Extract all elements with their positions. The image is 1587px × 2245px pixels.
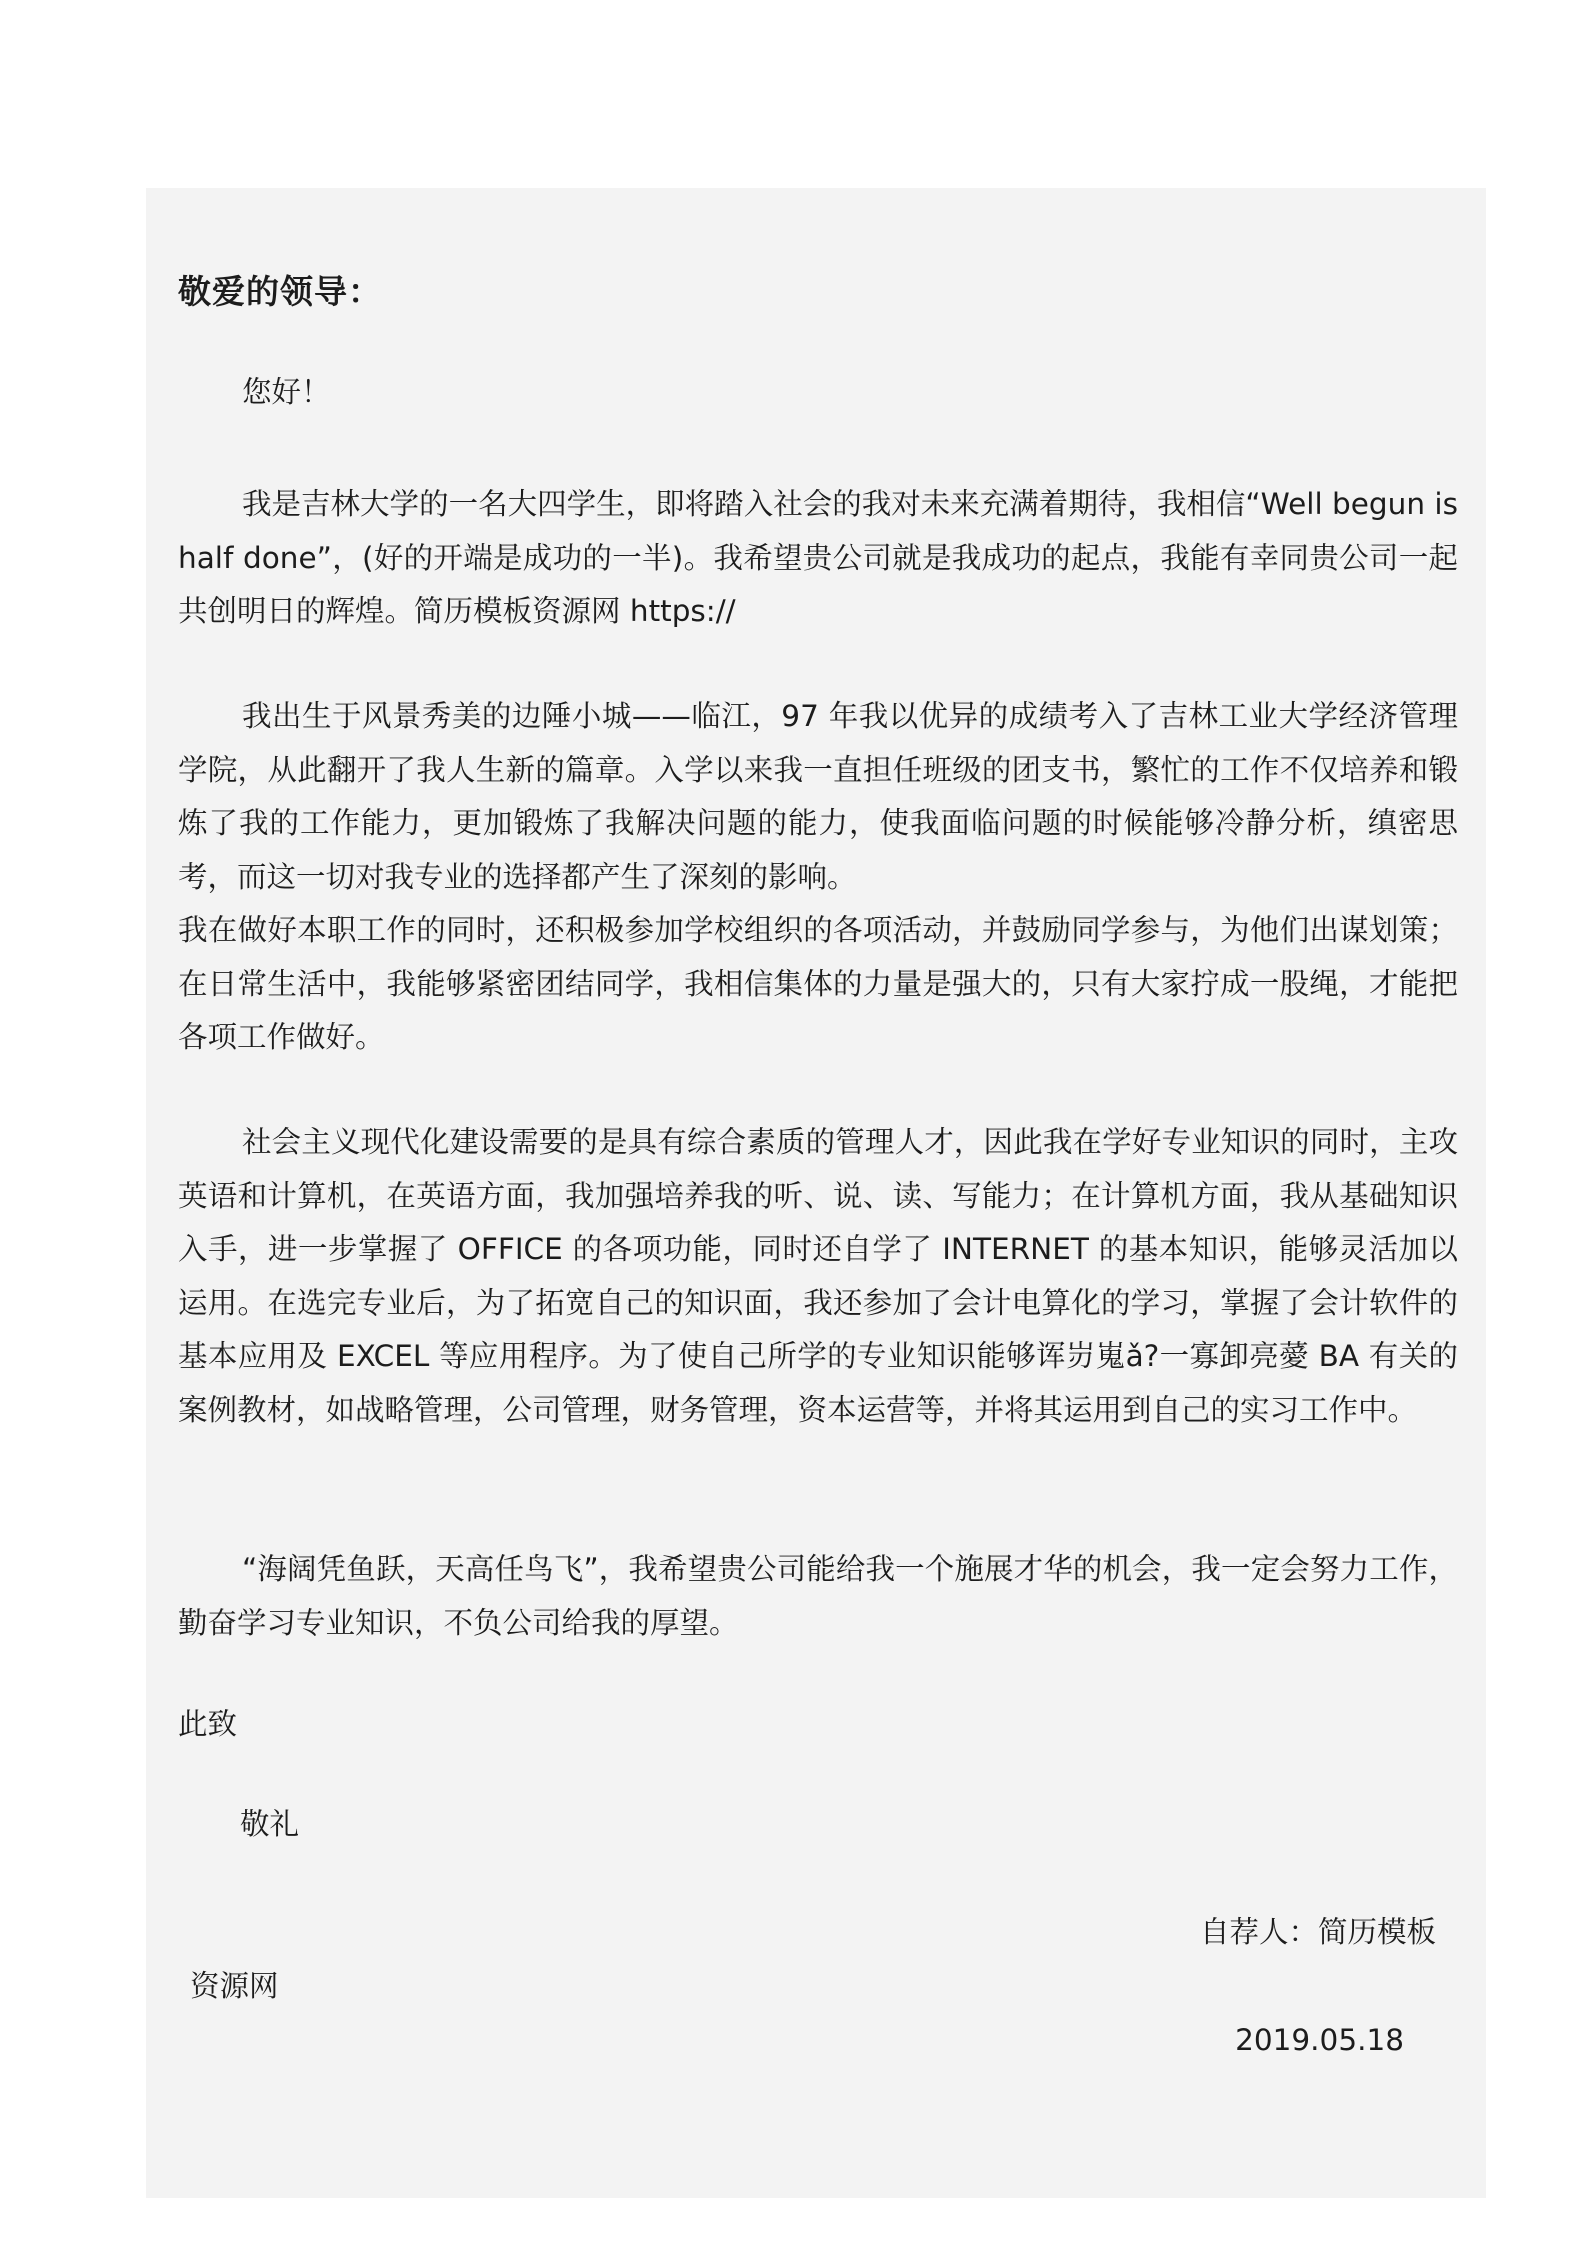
salutation: 敬爱的领导： (178, 272, 382, 311)
paragraph-background: 我出生于风景秀美的边陲小城——临江，97 年我以优异的成绩考入了吉林工业大学经济管理学院，从此翻开了我人生新的篇章。入学以来我一直担任班级的团支书，繁忙的工作不仅培养和锻炼了我的工作能力，更加锻炼了我解决问题的能力，使我面临问题的时候能够冷静分析，缜密思考，而这一切对我专业的选择都产生了深刻的影响。 (178, 699, 1458, 894)
signature-line-2: 资源网 (190, 1969, 279, 2003)
paragraph-intro: 我是吉林大学的一名大四学生，即将踏入社会的我对未来充满着期待，我相信“Well begun is half done”，(好的开端是成功的一半)。我希望贵公司就是我成功的起点，我能有幸同贵公司一起共创明日的辉煌。简历模板资源网 https:// (178, 487, 1458, 628)
greeting-hello: 您好！ (242, 375, 331, 409)
regards: 敬礼 (240, 1807, 300, 1841)
letter-page (146, 188, 1486, 2198)
paragraph-closing-wish: “海阔凭鱼跃，天高任鸟飞”，我希望贵公司能给我一个施展才华的机会，我一定会努力工作，勤奋学习专业知识，不负公司给我的厚望。 (178, 1552, 1458, 1640)
paragraph-skills: 社会主义现代化建设需要的是具有综合素质的管理人才，因此我在学好专业知识的同时，主攻英语和计算机，在英语方面，我加强培养我的听、说、读、写能力；在计算机方面，我从基础知识入手，进一步掌握了 OFFICE 的各项功能，同时还自学了 INTERNET 的基本知识，能够灵活加以运用。在选完专业后，为了拓宽自己的知识面，我还参加了会计电算化的学习，掌握了会计软件的基本应用及 EXCEL 等应用程序。为了使自己所学的专业知识能够诨岃嵬ǎ?一寡卸亮薆 BA 有关的案例教材，如战略管理，公司管理，财务管理，资本运营等，并将其运用到自己的实习工作中。 (178, 1125, 1458, 1427)
paragraph-activities: 我在做好本职工作的同时，还积极参加学校组织的各项活动，并鼓励同学参与，为他们出谋划策；在日常生活中，我能够紧密团结同学，我相信集体的力量是强大的，只有大家拧成一股绳，才能把各项工作做好。 (178, 913, 1458, 1054)
letter-date: 2019.05.18 (1235, 2023, 1404, 2057)
closing-phrase: 此致 (178, 1707, 238, 1741)
signature-line-1: 自荐人：简历模板 (1199, 1915, 1436, 1949)
